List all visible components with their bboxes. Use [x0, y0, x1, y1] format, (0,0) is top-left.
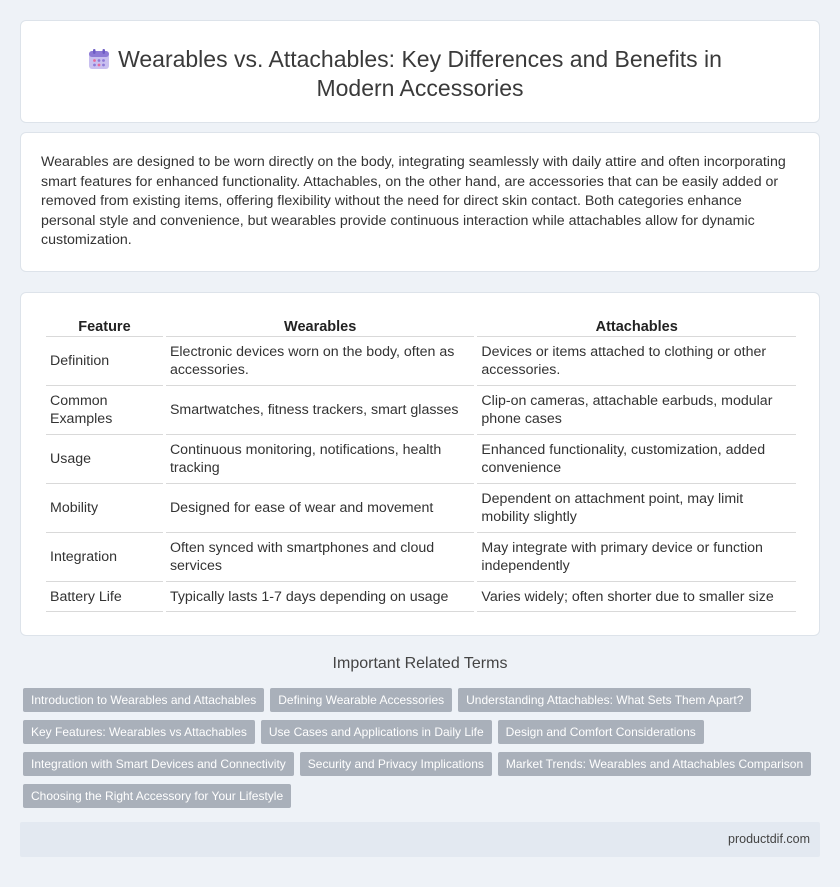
related-terms-heading: Important Related Terms	[332, 655, 508, 672]
related-terms-list	[23, 688, 818, 816]
table-row	[46, 337, 796, 386]
related-term-tag[interactable]: Security and Privacy Implications	[300, 752, 492, 776]
attachables-cell: Dependent on attachment point, may limit mobility slightly	[477, 484, 796, 533]
wearables-cell: Smartwatches, fitness trackers, smart glasses	[166, 386, 474, 435]
attachables-cell: Varies widely; often shorter due to smaller size	[477, 582, 796, 612]
feature-cell: Usage	[46, 435, 163, 484]
intro-paragraph: Wearables are designed to be worn directly on the body, integrating seamlessly with daily attire and often incorporating smart features for enhanced functionality. Attachables, on the other hand, are accessories that can be easily added or removed from existing items, offering flexibility without the need for direct skin contact. Both categories enhance personal style and convenience, but wearables provide continuous interaction while attachables allow for dynamic customization.	[41, 154, 786, 249]
attachables-cell: Enhanced functionality, customization, added convenience	[477, 435, 796, 484]
feature-cell: Mobility	[46, 484, 163, 533]
related-term-tag[interactable]: Key Features: Wearables vs Attachables	[23, 720, 255, 744]
table-row	[46, 582, 796, 612]
related-term-tag[interactable]: Market Trends: Wearables and Attachables Comparison	[498, 752, 811, 776]
footer	[20, 822, 820, 857]
table-row	[46, 386, 796, 435]
table-row	[46, 484, 796, 533]
wearables-cell: Continuous monitoring, notifications, health tracking	[166, 435, 474, 484]
wearables-cell: Typically lasts 1-7 days depending on usage	[166, 582, 474, 612]
attachables-cell: Clip-on cameras, attachable earbuds, modular phone cases	[477, 386, 796, 435]
related-term-tag[interactable]: Defining Wearable Accessories	[270, 688, 452, 712]
related-term-tag[interactable]: Integration with Smart Devices and Connectivity	[23, 752, 294, 776]
footer-site-link[interactable]: productdif.com	[728, 832, 810, 846]
wearables-cell: Often synced with smartphones and cloud services	[166, 533, 474, 582]
feature-cell: Definition	[46, 337, 163, 386]
related-term-tag[interactable]: Design and Comfort Considerations	[498, 720, 704, 744]
related-term-tag[interactable]: Understanding Attachables: What Sets Them Apart?	[458, 688, 751, 712]
header-card	[20, 20, 820, 123]
comparison-table	[43, 315, 799, 612]
table-header-row	[46, 315, 796, 337]
header-wearables: Wearables	[166, 315, 474, 337]
table-row	[46, 435, 796, 484]
wearables-cell: Electronic devices worn on the body, often as accessories.	[166, 337, 474, 386]
intro-card	[20, 132, 820, 272]
related-term-tag[interactable]: Introduction to Wearables and Attachables	[23, 688, 264, 712]
related-term-tag[interactable]: Use Cases and Applications in Daily Life	[261, 720, 492, 744]
attachables-cell: Devices or items attached to clothing or other accessories.	[477, 337, 796, 386]
feature-cell: Battery Life	[46, 582, 163, 612]
wearables-cell: Designed for ease of wear and movement	[166, 484, 474, 533]
header-attachables: Attachables	[477, 315, 796, 337]
table-row	[46, 533, 796, 582]
comparison-table-card	[20, 292, 820, 636]
feature-cell: Integration	[46, 533, 163, 582]
header-feature: Feature	[46, 315, 163, 337]
related-term-tag[interactable]: Choosing the Right Accessory for Your Lifestyle	[23, 784, 291, 808]
feature-cell: Common Examples	[46, 386, 163, 435]
attachables-cell: May integrate with primary device or function independently	[477, 533, 796, 582]
page-title: Wearables vs. Attachables: Key Differences and Benefits in Modern Accessories	[118, 46, 722, 101]
